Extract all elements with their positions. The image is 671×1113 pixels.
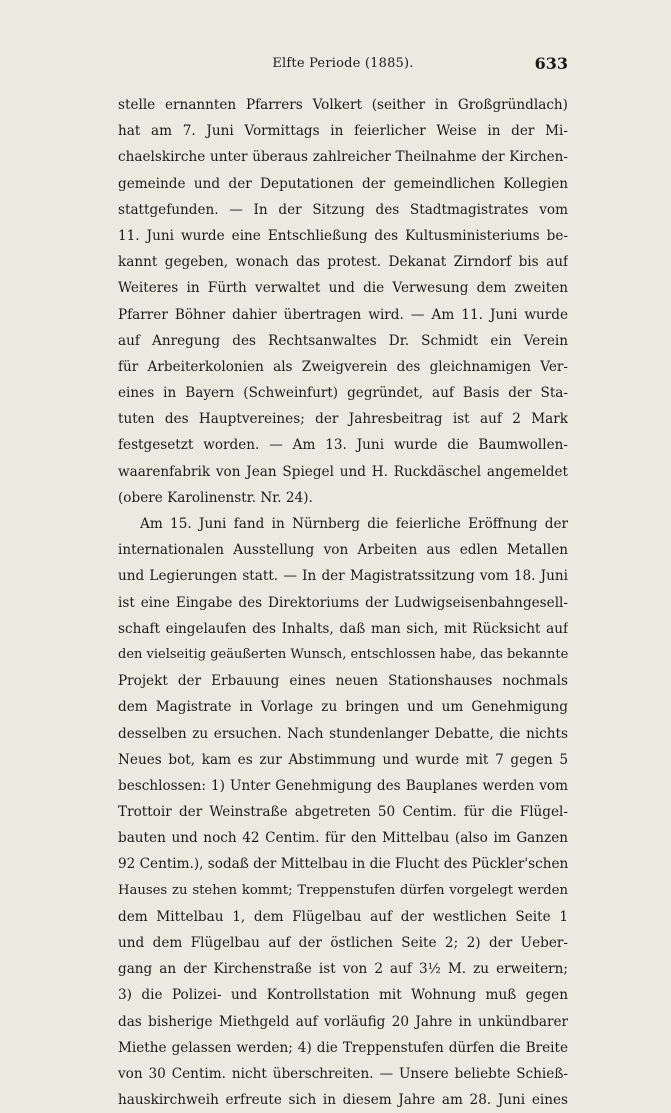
text-line: (obere Karolinenstr. Nr. 24). (118, 489, 313, 506)
text-line: für Arbeiterkolonien als Zweigverein des gleichnamigen Ver- (118, 358, 568, 375)
text-line: den vielseitig geäußerten Wunsch, entschlossen habe, das bekannte (118, 646, 568, 662)
text-line: festgesetzt worden. — Am 13. Juni wurde die Baumwollen- (118, 437, 568, 454)
text-line: 11. Juni wurde eine Entschließung des Kultusministeriums be- (118, 227, 568, 244)
text-line: hat am 7. Juni Vormittags in feierlicher Weise in der Mi- (118, 123, 568, 140)
text-line: Hauses zu stehen kommt; Treppenstufen dürfen vorgelegt werden (118, 882, 568, 898)
running-title: Elfte Periode (1885). (272, 56, 414, 71)
text-line: dem Magistrate in Vorlage zu bringen und um Genehmigung (118, 699, 568, 716)
text-line: und Legierungen statt. — In der Magistratssitzung vom 18. Juni (118, 568, 568, 585)
text-line: ist eine Eingabe des Direktoriums der Ludwigseisenbahngesell- (118, 594, 568, 611)
text-line: Miethe gelassen werden; 4) die Treppenstufen dürfen die Breite (118, 1039, 568, 1056)
text-line: von 30 Centim. nicht überschreiten. — Unsere beliebte Schieß- (118, 1065, 568, 1082)
body-text (118, 92, 568, 1113)
text-line: 3) die Polizei- und Kontrollstation mit Wohnung muß gegen (118, 987, 568, 1004)
text-line: auf Anregung des Rechtsanwaltes Dr. Schmidt ein Verein (118, 332, 568, 349)
text-line: dem Mittelbau 1, dem Flügelbau auf der westlichen Seite 1 (118, 908, 568, 925)
text-line: schaft eingelaufen des Inhalts, daß man sich, mit Rücksicht auf (118, 620, 568, 637)
text-line: desselben zu ersuchen. Nach stundenlanger Debatte, die nichts (118, 725, 568, 742)
text-line: stelle ernannten Pfarrers Volkert (seither in Großgründlach) (118, 97, 568, 113)
page-number: 633 (534, 54, 568, 73)
text-line: bauten und noch 42 Centim. für den Mittelbau (also im Ganzen (118, 830, 568, 847)
text-line: hauskirchweih erfreute sich in diesem Jahre am 28. Juni eines (118, 1092, 568, 1109)
text-line: waarenfabrik von Jean Spiegel und H. Ruckdäschel angemeldet (118, 463, 568, 480)
text-line: gang an der Kirchenstraße ist von 2 auf 3½ M. zu erweitern; (118, 961, 568, 978)
text-line: Weiteres in Fürth verwaltet und die Verwesung dem zweiten (118, 280, 568, 297)
text-line: das bisherige Miethgeld auf vorläufig 20 Jahre in unkündbarer (118, 1013, 568, 1030)
text-line: beschlossen: 1) Unter Genehmigung des Bauplanes werden vom (118, 777, 568, 794)
text-line: Projekt der Erbauung eines neuen Stationshauses nochmals (118, 673, 568, 690)
text-line: Pfarrer Böhner dahier übertragen wird. — Am 11. Juni wurde (118, 306, 568, 323)
text-line: internationalen Ausstellung von Arbeiten aus edlen Metallen (118, 542, 568, 559)
text-line: tuten des Hauptvereines; der Jahresbeitrag ist auf 2 Mark (118, 411, 568, 428)
text-line: eines in Bayern (Schweinfurt) gegründet, auf Basis der Sta- (118, 385, 568, 402)
text-line: stattgefunden. — In der Sitzung des Stadtmagistrates vom (118, 201, 568, 218)
text-line: chaelskirche unter überaus zahlreicher Theilnahme der Kirchen- (118, 149, 568, 166)
text-line: gemeinde und der Deputationen der gemeindlichen Kollegien (118, 175, 568, 192)
text-line: und dem Flügelbau auf der östlichen Seite 2; 2) der Ueber- (118, 935, 568, 951)
text-line: Trottoir der Weinstraße abgetreten 50 Centim. für die Flügel- (118, 804, 568, 821)
text-line: Am 15. Juni fand in Nürnberg die feierliche Eröffnung der (140, 516, 568, 532)
running-header (118, 56, 568, 76)
text-line: kannt gegeben, wonach das protest. Dekanat Zirndorf bis auf (118, 254, 568, 271)
text-line: 92 Centim.), sodaß der Mittelbau in die Flucht des Pückler'schen (118, 856, 568, 873)
text-line: Neues bot, kam es zur Abstimmung und wurde mit 7 gegen 5 (118, 751, 568, 768)
